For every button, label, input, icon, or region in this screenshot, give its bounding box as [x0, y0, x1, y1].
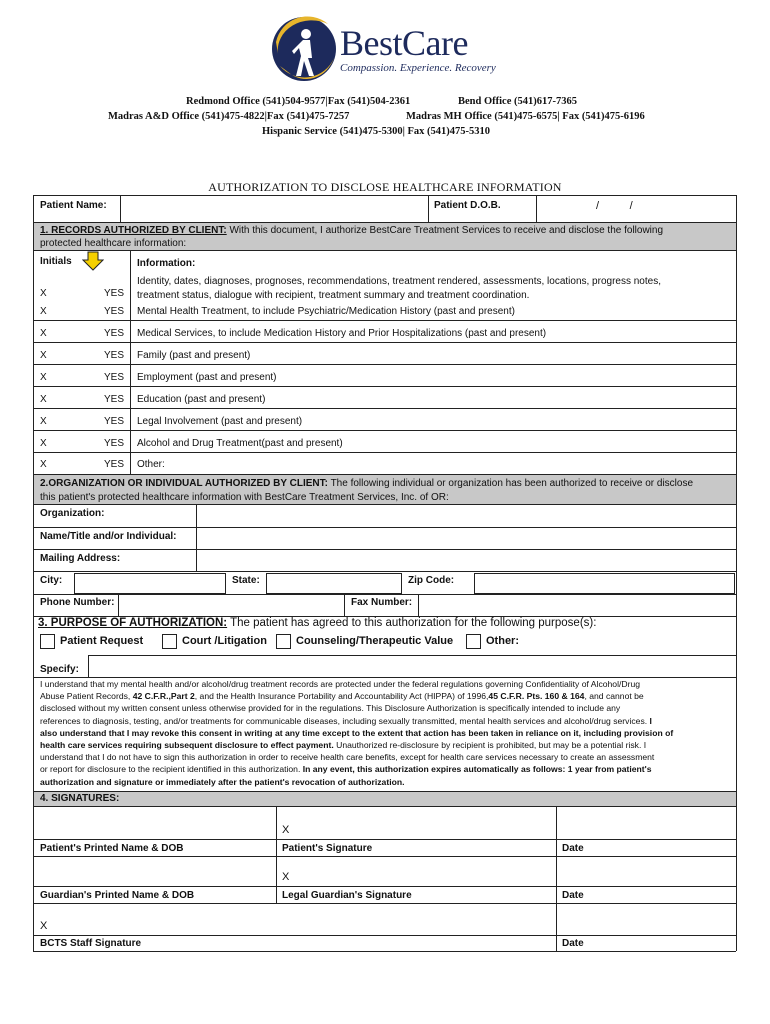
phone-label: Phone Number: [40, 597, 115, 608]
guardian-signature-label: Legal Guardian's Signature [282, 890, 412, 901]
guardian-date-label: Date [562, 890, 584, 901]
fax-field[interactable] [419, 595, 735, 615]
legal-line [40, 728, 673, 738]
section1-text: With this document, I authorize BestCare Treatment Services to receive and disclose the following [229, 225, 664, 236]
section1-heading: 1. RECORDS AUTHORIZED BY CLIENT: [40, 225, 227, 236]
signatures-heading: 4. SIGNATURES: [40, 793, 120, 804]
initials-x-mark[interactable]: X [40, 288, 47, 299]
record-info-text: Medical Services, to include Medication History and Prior Hospitalizations (past and present) [137, 328, 547, 339]
legal-line [40, 777, 404, 787]
patient-signature-label: Patient's Signature [282, 843, 373, 854]
yes-mark[interactable]: YES [104, 394, 125, 405]
other-label: Other: [486, 635, 519, 647]
initials-x-mark[interactable]: X [40, 438, 47, 449]
patient-request-label: Patient Request [60, 635, 144, 647]
legal-line [40, 679, 640, 689]
brand-tagline: Compassion. Experience. Recovery [340, 62, 496, 74]
legal-text: I understand that my mental health and/or alcohol/drug treatment records are protected under the federal regulations governing Confidentiality of Alcohol/Drug [40, 679, 641, 689]
section2-text-cont: this patient's protected healthcare information with BestCare Treatment Services, Inc. of OR: [40, 492, 449, 503]
yes-mark[interactable]: YES [104, 306, 125, 317]
guardian-printed-name-field[interactable] [34, 857, 275, 885]
other-checkbox[interactable] [466, 634, 481, 649]
initials-x-mark[interactable]: X [40, 394, 47, 405]
legal-text: 42 C.F.R.,Part 2 [132, 691, 195, 702]
yes-mark[interactable]: YES [104, 438, 125, 449]
record-info-text: Education (past and present) [137, 394, 266, 405]
court-litigation-checkbox[interactable] [162, 634, 177, 649]
legal-text: understand that I do not have to sign this authorization in order to receive health care benefits, except for health care services necessary to create an assessment [40, 752, 655, 763]
patient-request-checkbox[interactable] [40, 634, 55, 649]
court-litigation-label: Court /Litigation [182, 635, 267, 647]
patient-printed-name-field[interactable] [34, 807, 275, 838]
bestcare-logo [268, 14, 498, 84]
mailing-address-label: Mailing Address: [40, 553, 121, 564]
patient-dob-field[interactable]: / / [596, 200, 633, 212]
section3-heading: 3. PURPOSE OF AUTHORIZATION: [38, 617, 228, 629]
counseling-label: Counseling/Therapeutic Value [296, 635, 454, 647]
patient-name-field[interactable] [121, 196, 427, 222]
name-title-field[interactable] [197, 528, 735, 548]
record-info-text: Alcohol and Drug Treatment(past and present) [137, 438, 343, 449]
legal-line [40, 740, 646, 750]
record-info-text: Identity, dates, diagnoses, prognoses, recommendations, treatment rendered, assessments, locations, progress notes, [137, 276, 661, 287]
yes-mark[interactable]: YES [104, 459, 125, 470]
state-field[interactable] [266, 573, 402, 594]
counseling-checkbox[interactable] [276, 634, 291, 649]
initials-x-mark[interactable]: X [40, 372, 47, 383]
office-redmond: Redmond Office (541)504-9577|Fax (541)504-2361 [186, 96, 411, 107]
section2-text: The following individual or organization has been authorized to receive or disclose [330, 478, 694, 489]
legal-line [40, 716, 652, 726]
specify-label: Specify: [40, 664, 79, 675]
section1-text-cont: protected healthcare information: [40, 238, 187, 249]
fax-label: Fax Number: [351, 597, 413, 608]
patient-signature-field[interactable] [277, 807, 555, 838]
legal-text: health care services requiring subsequent disclosure to effect payment. [40, 740, 337, 750]
record-info-text: Employment (past and present) [137, 372, 277, 383]
yes-mark[interactable]: YES [104, 328, 125, 339]
guardian-sign-x: X [282, 871, 290, 883]
patient-date-label: Date [562, 843, 584, 854]
initials-x-mark[interactable]: X [40, 328, 47, 339]
initials-x-mark[interactable]: X [40, 416, 47, 427]
legal-text: I [649, 715, 652, 726]
legal-text: also understand that I may revoke this consent in writing at any time except to the extent that action has been taken in reliance on it, including provision of [40, 727, 674, 738]
city-field[interactable] [74, 573, 226, 594]
record-info-text: Other: [137, 459, 165, 470]
state-label: State: [232, 575, 260, 586]
legal-text: In any event, this authorization expires automatically as follows: 1 year from patient's [302, 764, 652, 775]
arrow-down-icon [82, 251, 104, 271]
office-bend: Bend Office (541)617-7365 [458, 96, 577, 107]
initials-x-mark[interactable]: X [40, 459, 47, 470]
record-info-text: Family (past and present) [137, 350, 251, 361]
guardian-printed-name-label: Guardian's Printed Name & DOB [40, 890, 195, 901]
zip-label: Zip Code: [408, 575, 455, 586]
section3-text: The patient has agreed to this authorization for the following purpose(s): [230, 617, 597, 629]
legal-text: Unauthorized re-disclosure by recipient is prohibited, but may be a potential risk. I [336, 740, 647, 750]
mailing-address-field[interactable] [197, 550, 735, 570]
name-title-label: Name/Title and/or Individual: [40, 531, 177, 542]
initials-x-mark[interactable]: X [40, 306, 47, 317]
staff-sign-x: X [40, 920, 48, 932]
staff-date-label: Date [562, 938, 584, 949]
patient-printed-name-label: Patient's Printed Name & DOB [40, 843, 184, 854]
specify-field[interactable] [89, 656, 735, 676]
patient-dob-label: Patient D.O.B. [434, 200, 501, 211]
brand-name: BestCare [340, 23, 468, 63]
zip-field[interactable] [474, 573, 735, 594]
form-title: AUTHORIZATION TO DISCLOSE HEALTHCARE INFORMATION [208, 180, 562, 194]
legal-text: Abuse Patient Records, [40, 691, 133, 702]
patient-date-field[interactable] [557, 807, 735, 838]
legal-line [40, 703, 620, 713]
yes-mark[interactable]: YES [104, 350, 125, 361]
city-label: City: [40, 575, 63, 586]
legal-text: references to diagnosis, testing, and/or treatments for communicable diseases, including sexually transmitted, mental health services and alcohol/drug services. [40, 715, 650, 726]
other-purpose-field[interactable] [530, 634, 730, 648]
legal-text: or report for disclosure to the recipient identified in this authorization. [40, 764, 303, 775]
yes-mark[interactable]: YES [104, 416, 125, 427]
record-info-text: Legal Involvement (past and present) [137, 416, 303, 427]
legal-line [40, 764, 652, 774]
initials-label: Initials [40, 256, 72, 267]
yes-mark[interactable]: YES [104, 372, 125, 383]
patient-name-label: Patient Name: [40, 200, 107, 211]
staff-date-field[interactable] [557, 904, 735, 934]
staff-signature-label: BCTS Staff Signature [40, 938, 142, 949]
phone-field[interactable] [119, 595, 343, 615]
legal-text: , and cannot be [584, 691, 644, 702]
guardian-signature-field[interactable] [277, 857, 555, 885]
legal-text: 45 C.F.R. Pts. 160 & 164 [488, 691, 585, 702]
organization-label: Organization: [40, 508, 105, 519]
patient-sign-x: X [282, 824, 290, 836]
record-info-text: Mental Health Treatment, to include Psychiatric/Medication History (past and present) [137, 306, 515, 317]
legal-text: , and the Health Insurance Portability and Accountability Act (HIPPA) of 1996, [194, 691, 489, 702]
legal-text: disclosed without my written consent unless otherwise provided for in the regulations. This Disclosure Authorization is specifically intended to include any [40, 703, 621, 714]
section2-heading: 2.ORGANIZATION OR INDIVIDUAL AUTHORIZED BY CLIENT: [40, 478, 328, 489]
staff-signature-field[interactable] [34, 904, 555, 934]
office-madras-ad: Madras A&D Office (541)475-4822|Fax (541)475-7257 [108, 111, 350, 122]
initials-x-mark[interactable]: X [40, 350, 47, 361]
guardian-date-field[interactable] [557, 857, 735, 885]
legal-line [40, 752, 654, 762]
information-label: Information: [137, 258, 196, 269]
yes-mark[interactable]: YES [104, 288, 125, 299]
office-hispanic: Hispanic Service (541)475-5300| Fax (541)475-5310 [262, 126, 491, 137]
legal-text: authorization and signature or immediately after the patient's revocation of authorization. [40, 776, 405, 787]
record-info-text: treatment status, dialogue with recipient, treatment summary and treatment coordination. [137, 290, 530, 301]
office-madras-mh: Madras MH Office (541)475-6575| Fax (541)475-6196 [406, 111, 645, 122]
logo-emblem-icon [268, 14, 340, 84]
organization-field[interactable] [197, 505, 735, 526]
legal-line [40, 691, 644, 701]
